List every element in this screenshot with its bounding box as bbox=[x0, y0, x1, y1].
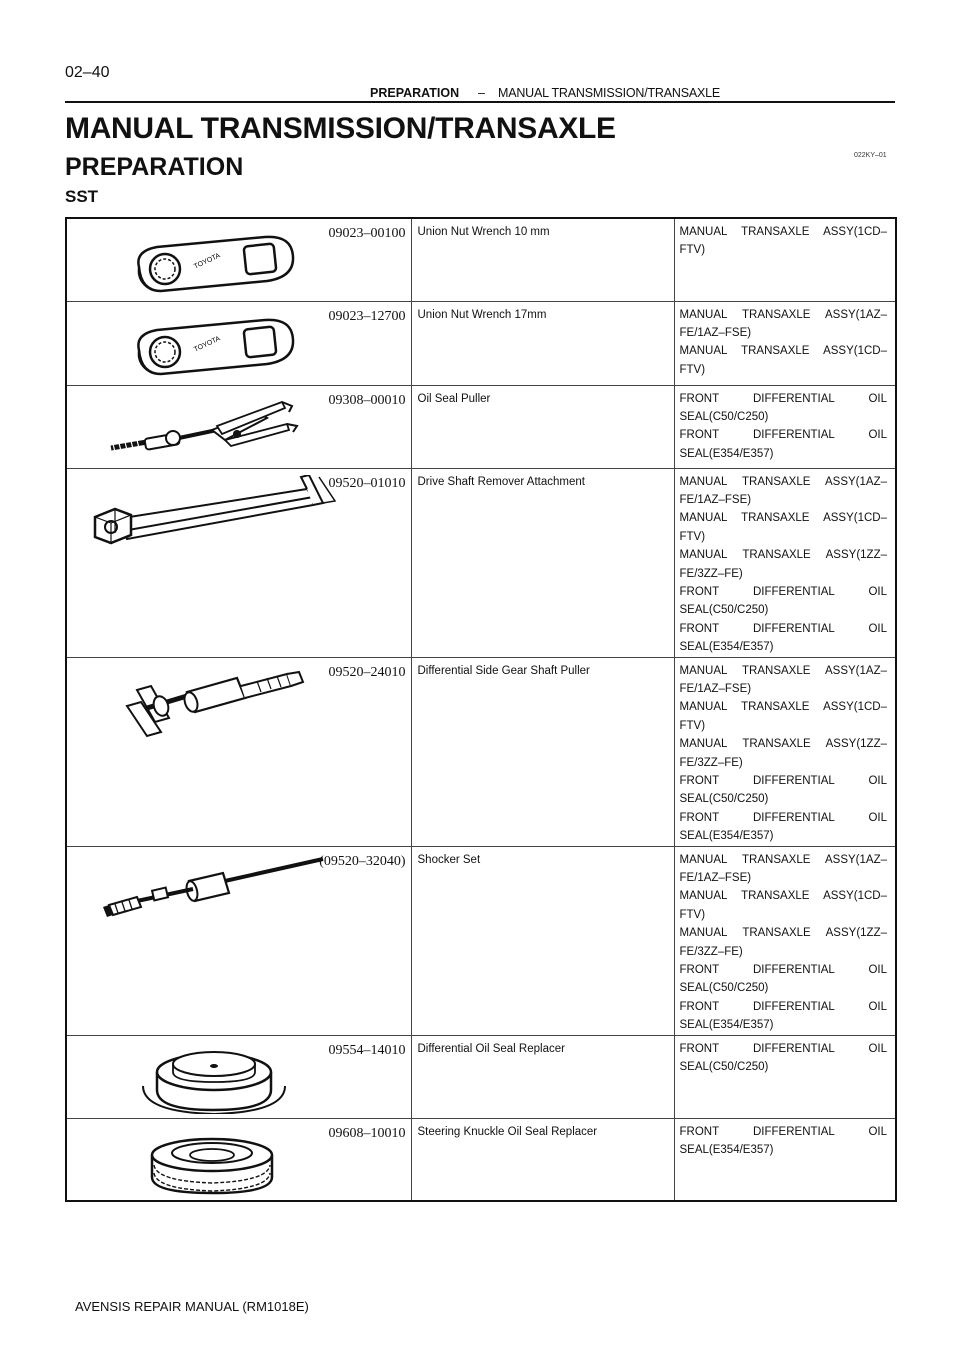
application-item: MANUAL TRANSAXLE ASSY(1AZ–FE/1AZ–FSE) bbox=[679, 475, 887, 506]
tool-image-cell bbox=[66, 218, 411, 301]
tool-name: Differential Oil Seal Replacer bbox=[411, 1035, 674, 1118]
svg-text:TOYOTA: TOYOTA bbox=[193, 252, 222, 271]
application-item: FRONT DIFFERENTIAL OIL SEAL(E354/E357) bbox=[679, 429, 887, 460]
tool-image-cell bbox=[66, 846, 411, 1035]
application-item: MANUAL TRANSAXLE ASSY(1CD–FTV) bbox=[679, 512, 887, 543]
application-item: FRONT DIFFERENTIAL OIL SEAL(E354/E357) bbox=[679, 622, 887, 654]
footer-manual-id: AVENSIS REPAIR MANUAL (RM1018E) bbox=[75, 1299, 309, 1314]
application-item: MANUAL TRANSAXLE ASSY(1ZZ–FE/3ZZ–FE) bbox=[679, 738, 887, 769]
application-item: MANUAL TRANSAXLE ASSY(1AZ–FE/1AZ–FSE) bbox=[679, 664, 887, 695]
part-number: (09520–32040) bbox=[319, 853, 406, 869]
tool-applications bbox=[674, 1118, 896, 1201]
tool-image-cell bbox=[66, 301, 411, 385]
svg-text:TOYOTA: TOYOTA bbox=[193, 334, 222, 354]
tool-image-cell bbox=[66, 385, 411, 468]
application-item: FRONT DIFFERENTIAL OIL SEAL(C50/C250) bbox=[679, 964, 887, 995]
tool-name: Shocker Set bbox=[411, 846, 674, 1035]
tool-image-cell bbox=[66, 657, 411, 846]
part-number: 09308–00010 bbox=[328, 392, 406, 408]
shocker-set-illustration bbox=[97, 857, 337, 917]
tool-name: Union Nut Wrench 10 mm bbox=[411, 218, 674, 301]
tool-applications bbox=[674, 218, 896, 301]
table-row bbox=[66, 218, 896, 301]
part-number: 09023–00100 bbox=[328, 226, 406, 241]
figure-code: 022KY–01 bbox=[854, 152, 887, 159]
tool-image-cell bbox=[66, 1118, 411, 1201]
page-title: MANUAL TRANSMISSION/TRANSAXLE bbox=[65, 112, 616, 145]
tool-name: Oil Seal Puller bbox=[411, 385, 674, 468]
header-section: PREPARATION bbox=[370, 86, 460, 100]
tool-image-cell bbox=[66, 468, 411, 657]
tool-name: Union Nut Wrench 17mm bbox=[411, 301, 674, 385]
table-row bbox=[66, 385, 896, 468]
tool-name: Steering Knuckle Oil Seal Replacer bbox=[411, 1118, 674, 1201]
application-item: FRONT DIFFERENTIAL OIL SEAL(C50/C250) bbox=[679, 775, 887, 806]
application-item: FRONT DIFFERENTIAL OIL SEAL(E354/E357) bbox=[679, 811, 887, 843]
application-item: MANUAL TRANSAXLE ASSY(1CD–FTV) bbox=[679, 701, 887, 732]
table-row bbox=[66, 1035, 896, 1118]
table-row bbox=[66, 301, 896, 385]
application-item: FRONT DIFFERENTIAL OIL SEAL(C50/C250) bbox=[679, 1042, 887, 1074]
part-number: 09023–12700 bbox=[328, 308, 406, 324]
tool-applications bbox=[674, 385, 896, 468]
part-number: 09520–01010 bbox=[328, 475, 406, 491]
tool-applications bbox=[674, 657, 896, 846]
tool-name: Differential Side Gear Shaft Puller bbox=[411, 657, 674, 846]
side-gear-shaft-puller-illustration bbox=[117, 662, 317, 740]
drive-shaft-remover-attachment-illustration bbox=[87, 475, 347, 557]
application-item: FRONT DIFFERENTIAL OIL SEAL(C50/C250) bbox=[679, 585, 887, 617]
tool-image-cell bbox=[66, 1035, 411, 1118]
part-number: 09520–24010 bbox=[328, 664, 406, 680]
tool-applications bbox=[674, 468, 896, 657]
table-row bbox=[66, 468, 896, 657]
application-item: MANUAL TRANSAXLE ASSY(1CD–FTV) bbox=[679, 345, 887, 376]
part-number: 09554–14010 bbox=[328, 1042, 406, 1058]
application-item: MANUAL TRANSAXLE ASSY(1CD–FTV) bbox=[679, 890, 887, 921]
header-rule bbox=[65, 101, 895, 103]
application-item: MANUAL TRANSAXLE ASSY(1CD–FTV) bbox=[679, 226, 887, 257]
header-dash: – bbox=[478, 86, 485, 100]
oil-seal-puller-illustration bbox=[107, 396, 337, 458]
table-row bbox=[66, 846, 896, 1035]
table-row bbox=[66, 1118, 896, 1201]
sst-table bbox=[65, 217, 897, 1202]
differential-oil-seal-replacer-illustration bbox=[137, 1042, 297, 1114]
tool-applications bbox=[674, 301, 896, 385]
tool-applications bbox=[674, 846, 896, 1035]
tool-applications bbox=[674, 1035, 896, 1118]
application-item: MANUAL TRANSAXLE ASSY(1AZ–FE/1AZ–FSE) bbox=[679, 853, 887, 885]
page-number: 02–40 bbox=[65, 64, 110, 81]
application-item: FRONT DIFFERENTIAL OIL SEAL(E354/E357) bbox=[679, 1125, 887, 1157]
union-nut-wrench-illustration bbox=[127, 316, 307, 378]
application-item: FRONT DIFFERENTIAL OIL SEAL(E354/E357) bbox=[679, 1000, 887, 1032]
application-item: FRONT DIFFERENTIAL OIL SEAL(C50/C250) bbox=[679, 392, 887, 423]
steering-knuckle-oil-seal-replacer-illustration bbox=[142, 1131, 292, 1197]
header-chapter: MANUAL TRANSMISSION/TRANSAXLE bbox=[498, 86, 721, 100]
part-number: 09608–10010 bbox=[328, 1125, 406, 1141]
section-title: PREPARATION bbox=[65, 153, 244, 181]
application-item: MANUAL TRANSAXLE ASSY(1AZ–FE/1AZ–FSE) bbox=[679, 308, 887, 339]
sst-label: SST bbox=[65, 187, 99, 206]
union-nut-wrench-illustration bbox=[127, 233, 307, 295]
application-item: MANUAL TRANSAXLE ASSY(1ZZ–FE/3ZZ–FE) bbox=[679, 927, 887, 958]
application-item: MANUAL TRANSAXLE ASSY(1ZZ–FE/3ZZ–FE) bbox=[679, 549, 887, 580]
tool-name: Drive Shaft Remover Attachment bbox=[411, 468, 674, 657]
table-row bbox=[66, 657, 896, 846]
